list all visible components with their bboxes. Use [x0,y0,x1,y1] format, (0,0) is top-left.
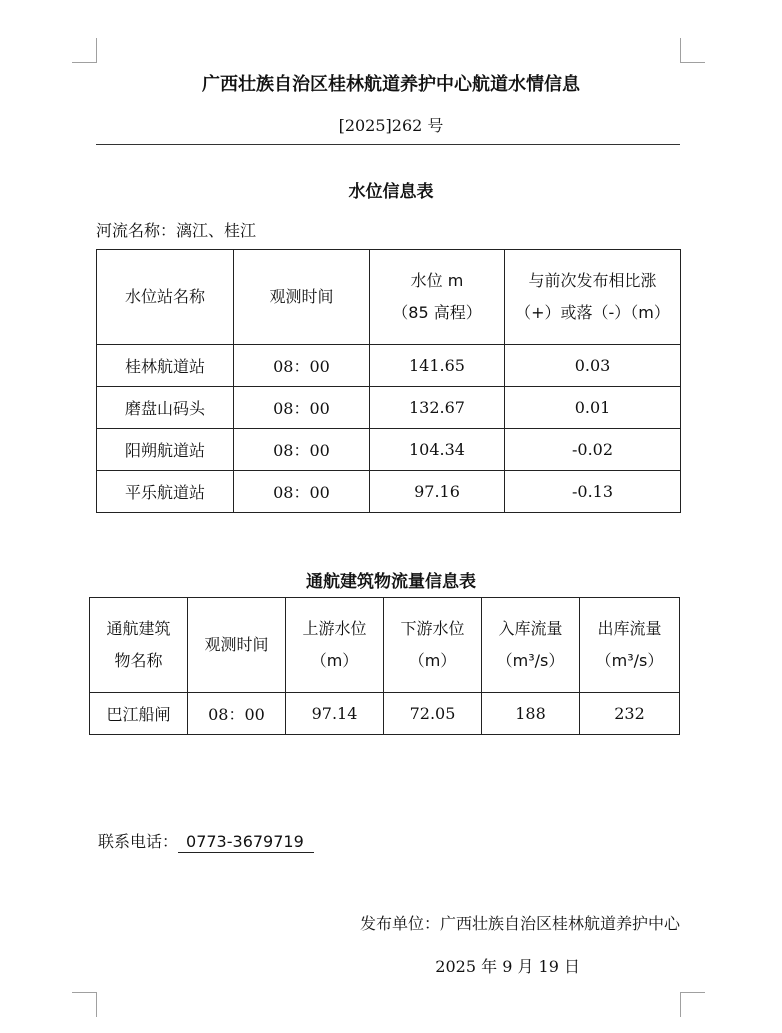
change-cell: -0.13 [505,471,681,513]
change-cell: -0.02 [505,429,681,471]
time-cell: 08：00 [234,345,370,387]
level-cell: 104.34 [370,429,505,471]
time-cell: 08：00 [234,429,370,471]
header-cell: 出库流量 （m³/s） [580,598,680,693]
publish-date: 2025 年 9 月 19 日 [435,957,580,976]
header-cell: 下游水位 （m） [384,598,482,693]
header-cell: 上游水位 （m） [286,598,384,693]
header-cell: 与前次发布相比涨 （+）或落（-）（m） [505,250,681,345]
station-cell: 阳朔航道站 [97,429,234,471]
header-cell: 通航建筑 物名称 [90,598,188,693]
level-cell: 141.65 [370,345,505,387]
upstream-level-cell: 97.14 [286,693,384,735]
water-level-table-title: 水位信息表 [348,182,434,202]
outflow-cell: 232 [580,693,680,735]
change-cell: 0.01 [505,387,681,429]
time-cell: 08：00 [234,387,370,429]
corner-mark-bottom-left [72,992,97,1017]
header-cell: 入库流量 （m³/s） [482,598,580,693]
inflow-cell: 188 [482,693,580,735]
corner-mark-top-right [680,38,705,63]
document-number: [2025]262 号 [338,116,444,135]
table-header-row [97,250,681,345]
document-title: 广西壮族自治区桂林航道养护中心航道水情信息 [202,74,580,95]
table-row [97,471,681,513]
time-cell: 08：00 [188,693,286,735]
phone-number: 0773-3679719 [178,832,314,853]
header-cell: 水位站名称 [97,250,234,345]
publisher: 发布单位：广西壮族自治区桂林航道养护中心 [359,914,680,933]
table-row [97,345,681,387]
flow-table [89,597,680,735]
contact-line [98,829,314,853]
water-level-table [96,249,681,513]
table-row [97,429,681,471]
corner-mark-bottom-right [680,992,705,1017]
level-cell: 132.67 [370,387,505,429]
station-cell: 平乐航道站 [97,471,234,513]
change-cell: 0.03 [505,345,681,387]
station-cell: 桂林航道站 [97,345,234,387]
table-header-row [90,598,680,693]
header-cell: 观测时间 [234,250,370,345]
contact-label: 联系电话： [98,832,179,851]
corner-mark-top-left [72,38,97,63]
header-divider [96,144,680,145]
river-name: 河流名称：漓江、桂江 [96,221,257,240]
table-row [90,693,680,735]
time-cell: 08：00 [234,471,370,513]
downstream-level-cell: 72.05 [384,693,482,735]
header-cell: 水位 m （85 高程） [370,250,505,345]
station-cell: 磨盘山码头 [97,387,234,429]
table-row [97,387,681,429]
header-cell: 观测时间 [188,598,286,693]
structure-name-cell: 巴江船闸 [90,693,188,735]
level-cell: 97.16 [370,471,505,513]
flow-table-title: 通航建筑物流量信息表 [306,572,476,592]
